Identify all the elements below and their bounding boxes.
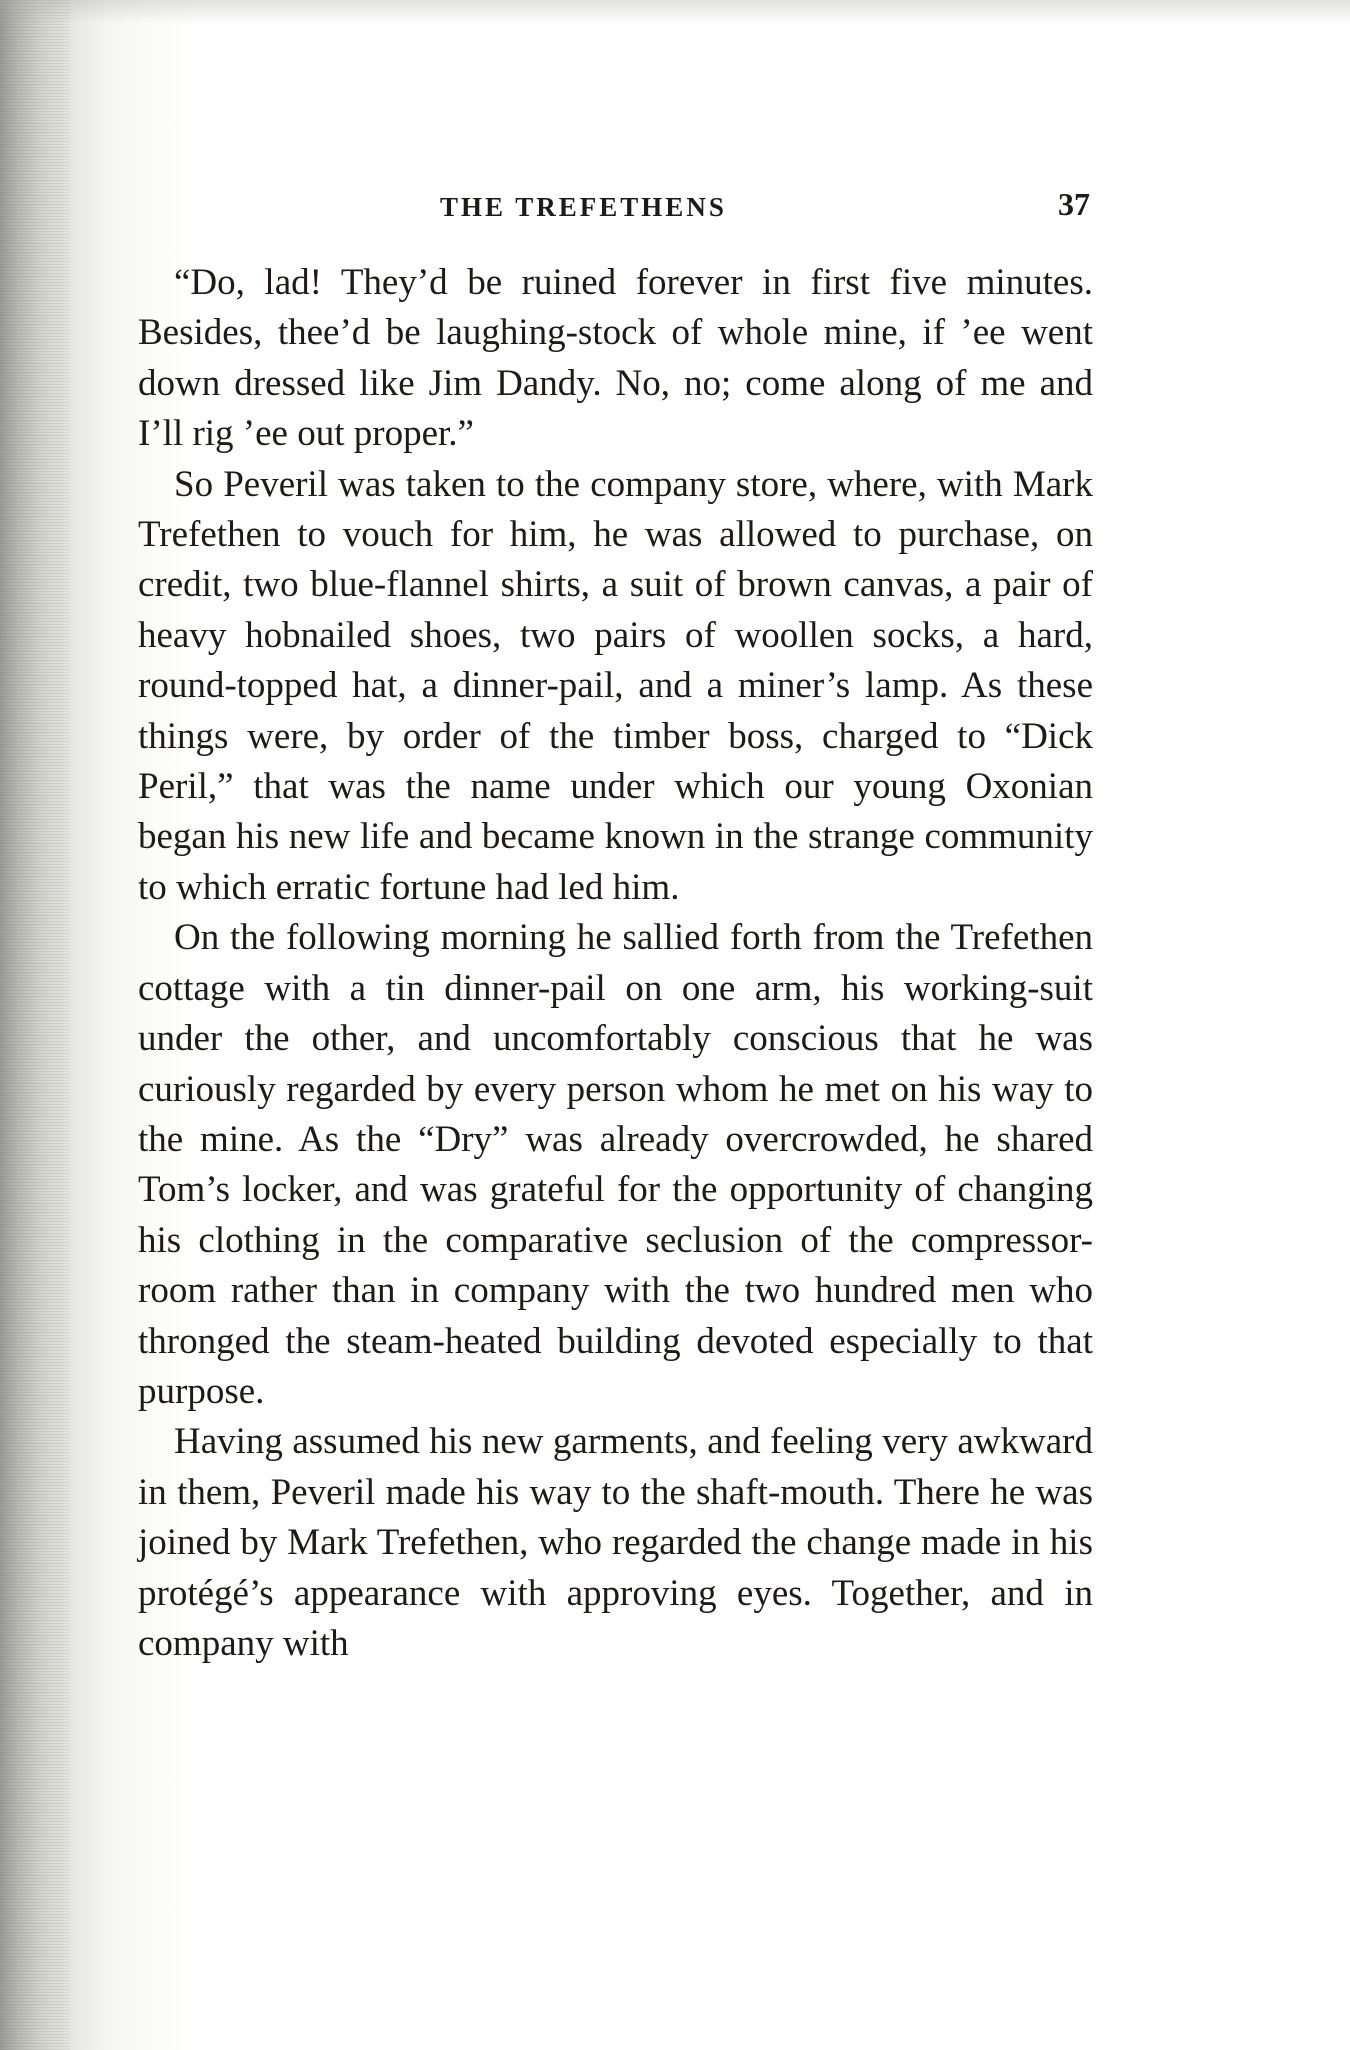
paragraph-4: Having assumed his new garments, and feeling very awkward in them, Peveril made his way to the shaft-mouth. There he was joined by Mark Trefethen, who regarded the change made in his protégé’s appearance with approving eyes. Together, and in company with — [138, 1421, 1093, 1664]
page-header — [140, 186, 1090, 236]
page-top-shadow — [0, 0, 1350, 24]
paragraph-3: On the following morning he sallied forth from the Trefethen cottage with a tin dinner-pail on one arm, his working-suit under the other, and uncomfortably conscious that he was curiously regarded by every person whom he met on his way to the mine. As the “Dry” was already overcrowded, he shared Tom’s locker, and was grateful for the opportunity of changing his clothing in the comparative seclusion of the compressor-room rather than in company with the two hundred men who thronged the steam-heated building devoted especially to that purpose. — [138, 917, 1093, 1412]
body-text — [138, 258, 1093, 1669]
binding-gutter — [0, 0, 70, 2050]
paragraph-2: So Peveril was taken to the company store, where, with Mark Trefethen to vouch for him, he was allowed to purchase, on credit, two blue-flannel shirts, a suit of brown canvas, a pair of heavy hobnailed shoes, two pairs of woollen socks, a hard, round-topped hat, a dinner-pail, and a miner’s lamp. As these things were, by order of the timber boss, charged to “Dick Peril,” that was the name under which our young Oxonian began his new life and became known in the strange community to which erratic fortune had led him. — [138, 463, 1093, 908]
running-title: THE TREFETHENS — [440, 192, 727, 222]
paragraph-1: “Do, lad! They’d be ruined forever in first five minutes. Besides, thee’d be laughing-stock of whole mine, if ’ee went down dressed like Jim Dandy. No, no; come along of me and I’ll rig ’ee out proper.” — [138, 262, 1093, 455]
page-number: 37 — [1058, 186, 1090, 222]
